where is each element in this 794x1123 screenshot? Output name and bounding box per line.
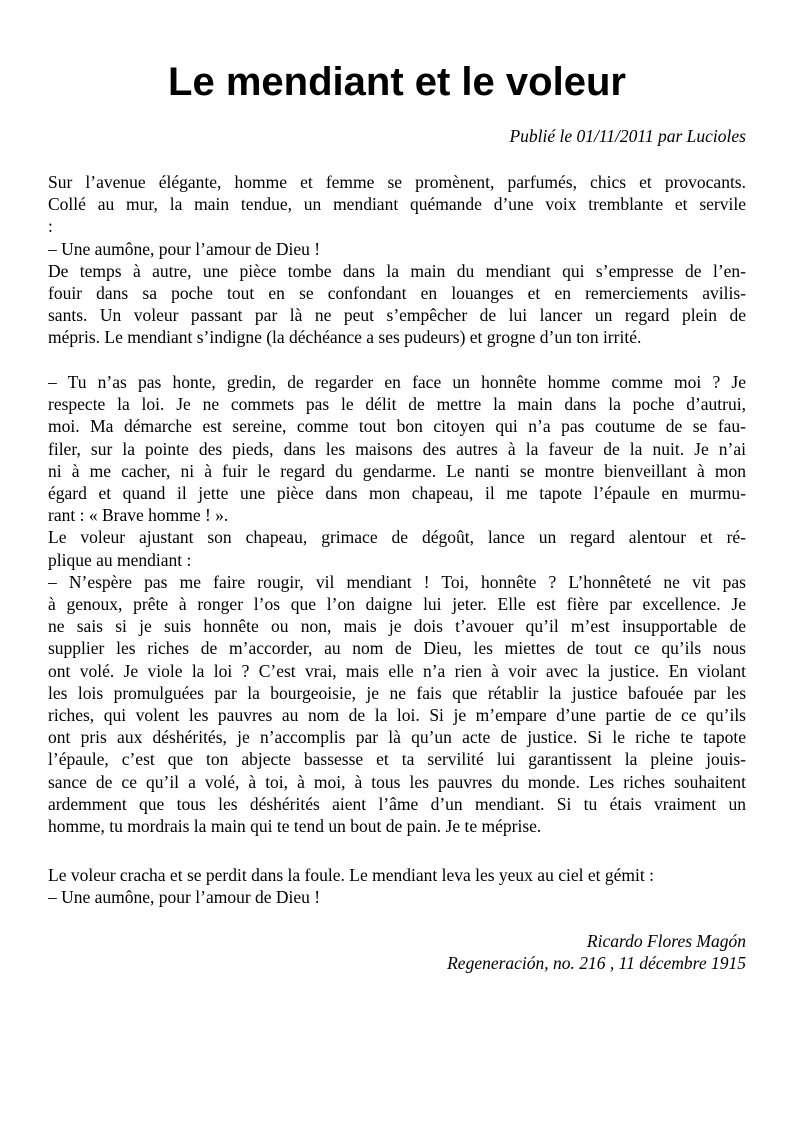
- text-line: égard et quand il jette une pièce dans mon chapeau, il me tapote l’épaule en murmu-: [48, 483, 746, 504]
- text-line: plique au mendiant :: [48, 549, 192, 570]
- text-line: supplier les riches de m’accorder, au nom de Dieu, les miettes de tout ce qu’ils nous: [48, 638, 746, 659]
- text-line: moi. Ma démarche est sereine, comme tout bon citoyen qui n’a pas coutume de se fau-: [48, 416, 746, 437]
- text-line: De temps à autre, une pièce tombe dans la main du mendiant qui s’empresse de l’en-: [48, 260, 746, 281]
- text-line: rant : « Brave homme ! ».: [48, 505, 229, 526]
- text-line: respecte la loi. Je ne commets pas le délit de mettre la main dans la poche d’autrui,: [48, 394, 746, 415]
- text-line: – Tu n’as pas honte, gredin, de regarder en face un honnête homme comme moi ? Je: [48, 372, 746, 392]
- byline: Publié le 01/11/2011 par Lucioles: [509, 126, 746, 146]
- paragraph-3: [48, 864, 746, 908]
- text-line: ont volé. Je viole la loi ? C’est vrai, mais elle n’a rien à voir avec la justice. En violant: [48, 660, 746, 681]
- text-line: filer, sur la pointe des pieds, dans les maisons des autres à la faveur de la nuit. Je n’ai: [48, 438, 746, 459]
- text-line: Collé au mur, la main tendue, un mendiant quémande d’une voix tremblante et servile: [48, 194, 746, 215]
- signature-author: Ricardo Flores Magón: [586, 931, 746, 951]
- text-line: Le voleur cracha et se perdit dans la foule. Le mendiant leva les yeux au ciel et gémit :: [48, 865, 654, 885]
- text-line: ardemment que tous les déshérités aient l’âme d’un mendiant. Si tu étais vraiment un: [48, 793, 746, 814]
- text-line: à genoux, prête à ronger l’os que l’on daigne lui jeter. Elle est fière par excellence. Je: [48, 594, 746, 615]
- text-line: sants. Un voleur passant par là ne peut s’empêcher de lui lancer un regard plein de: [48, 305, 746, 326]
- signature: [48, 930, 746, 974]
- text-line: homme, tu mordrais la main qui te tend un bout de pain. Je te méprise.: [48, 816, 542, 837]
- text-line: :: [48, 216, 53, 237]
- text-line: – Une aumône, pour l’amour de Dieu !: [48, 887, 321, 908]
- text-line: riches, qui volent les pauvres au nom de la loi. Si je m’empare d’une partie de ce qu’ils: [48, 705, 746, 726]
- text-line: ne sais si je suis honnête ou non, mais je dois t’avouer qu’il m’est insupportable de: [48, 616, 746, 637]
- paragraph-1: [48, 171, 746, 349]
- text-line: Le voleur ajustant son chapeau, grimace de dégoût, lance un regard alentour et ré-: [48, 527, 746, 548]
- text-line: – Une aumône, pour l’amour de Dieu !: [48, 238, 321, 259]
- text-line: – N’espère pas me faire rougir, vil mendiant ! Toi, honnête ? L’honnêteté ne vit pas: [48, 571, 746, 592]
- text-line: ni à me cacher, ni à fuir le regard du gendarme. Le nanti se montre bienveillant à mon: [48, 460, 746, 481]
- paragraph-2: [48, 371, 746, 837]
- text-line: sance de ce qu’il a volé, à toi, à moi, à tous les pauvres du monde. Les riches souhaitent: [48, 771, 746, 792]
- text-line: ont pris aux déshérités, je n’accomplis par là qu’un acte de justice. Si le riche te tapote: [48, 727, 746, 748]
- text-line: l’épaule, c’est que ton abjecte bassesse et ta servilité lui garantissent la pleine jouis-: [48, 749, 746, 770]
- document-title: Le mendiant et le voleur: [168, 60, 626, 104]
- text-line: fouir dans sa poche tout en se confondant en louanges et en remerciements avilis-: [48, 283, 746, 304]
- text-line: Sur l’avenue élégante, homme et femme se promènent, parfumés, chics et provocants.: [48, 172, 746, 192]
- text-line: mépris. Le mendiant s’indigne (la déchéance a ses pudeurs) et grogne d’un ton irrité.: [48, 327, 642, 348]
- signature-source: Regeneración, no. 216 , 11 décembre 1915: [447, 953, 746, 974]
- text-line: les lois promulguées par la bourgeoisie, je ne fais que rétablir la justice bafouée par les: [48, 682, 746, 703]
